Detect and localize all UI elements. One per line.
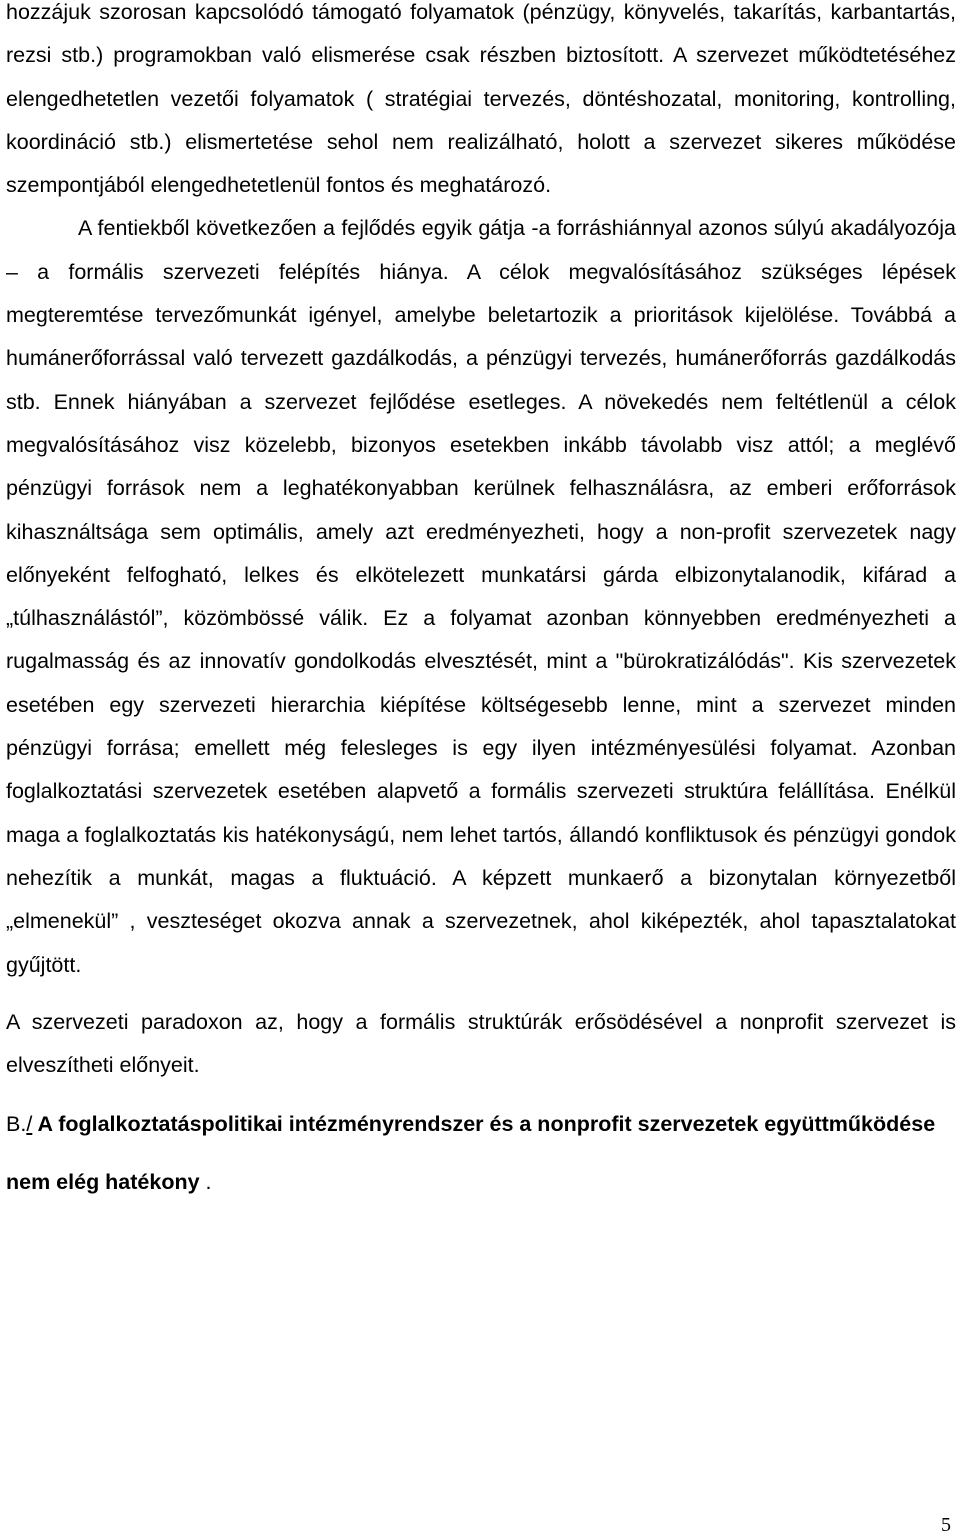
body-paragraph: A szervezeti paradoxon az, hogy a formális struktúrák erősödésével a nonprofit szervezet is elveszítheti előnyeit.	[6, 1009, 956, 1078]
document-page	[6, 0, 956, 1211]
body-paragraph: A fentiekből következően a fejlődés egyik gátja -a forráshiánnyal azonos súlyú akadályozója – a formális szervezeti felépítés hiánya. A célok megvalósításához szükséges lépések megteremtése tervezőmunkát igényel, amelybe beletartozik a prioritások kijelölése. Továbbá a humánerőforrással való tervezett gazdálkodás, a pénzügyi tervezés, humánerőforrás gazdálkodás stb. Ennek hiányában a szervezet fejlődése esetleges. A növekedés nem feltétlenül a célok megvalósításához visz közelebb, bizonyos esetekben inkább távolabb visz attól; a meglévő pénzügyi források nem a leghatékonyabban kerülnek felhasználásra, az emberi erőforrások kihasználtsága sem optimális, amely azt eredményezheti, hogy a non-profit szervezetek nagy előnyeként felfogható, lelkes és elkötelezett munkatársi gárda elbizonytalanodik, kifárad a „túlhasználástól”, közömbössé válik. Ez a folyamat azonban könnyebben eredményezheti a rugalmasság és az innovatív gondolkodás elvesztését, mint a "bürokratizálódás". Kis szervezetek esetében egy szervezeti hierarchia kiépítése költségesebb lenne, mint a szervezet minden pénzügyi forrása; emellett még felesleges is egy ilyen intézményesülési folyamat. Azonban foglalkoztatási szervezetek esetében alapvető a formális szervezeti struktúra felállítása. Enélkül maga a foglalkoztatás kis hatékonyságú, nem lehet tartós, állandó konfliktusok és pénzügyi gondok nehezítik a munkát, magas a fluktuáció. A képzett munkaerő a bizonytalan környezetből „elmenekül” , veszteséget okozva annak a szervezetnek, ahol kiképezték, ahol tapasztalatokat gyűjtött.	[6, 216, 956, 977]
section-heading-suffix: .	[199, 1170, 212, 1195]
page-number: 5	[941, 1514, 951, 1536]
section-heading-prefix: B.	[6, 1112, 27, 1137]
section-heading	[6, 1095, 956, 1211]
body-paragraph: hozzájuk szorosan kapcsolódó támogató folyamatok (pénzügy, könyvelés, takarítás, karbantartás, rezsi stb.) programokban való elismerése csak részben biztosított. A szervezet működtetéséhez elengedhetetlen vezetői folyamatok ( stratégiai tervezés, döntéshozatal, monitoring, kontrolling, koordináció stb.) elismertetése sehol nem realizálható, holott a szervezet sikeres működése szempontjából elengedhetetlenül fontos és meghatározó.	[6, 0, 956, 198]
section-heading-text: A foglalkoztatáspolitikai intézményrendszer és a nonprofit szervezetek együttműködése nem elég hatékony	[6, 1112, 936, 1195]
section-heading-slash: /	[26, 1112, 33, 1137]
